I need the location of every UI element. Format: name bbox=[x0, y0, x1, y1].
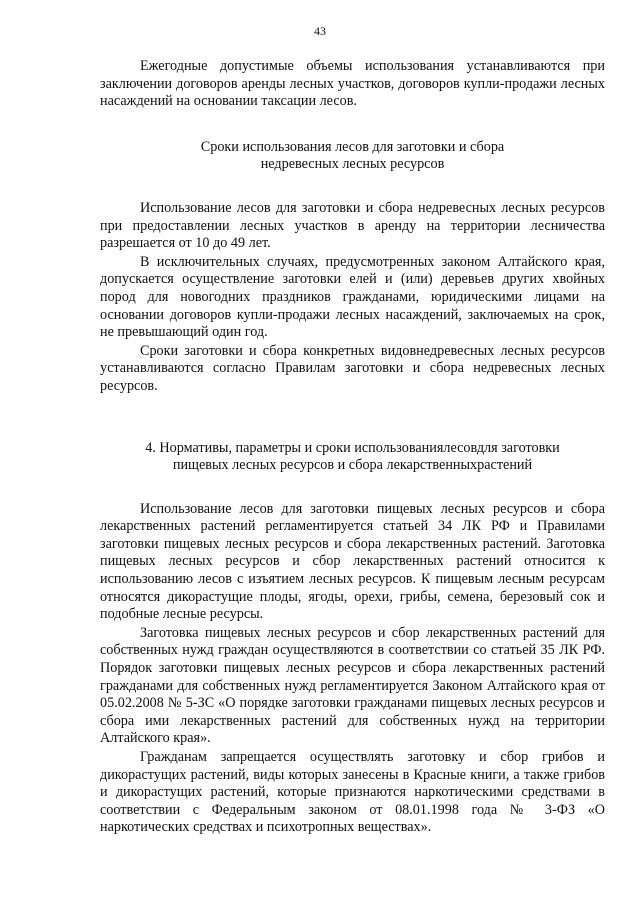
section-terms-heading bbox=[100, 139, 605, 174]
section-terms-paragraph-3: Сроки заготовки и сбора конкретных видовнедревесных лесных ресурсов устанавливаются согласно Правилам заготовки и сбора недревесных лесных ресурсов. bbox=[100, 342, 605, 394]
page-number: 43 bbox=[314, 24, 326, 38]
section-terms-heading-line2: недревесных лесных ресурсов bbox=[260, 156, 445, 173]
section-4-paragraph-2: Заготовка пищевых лесных ресурсов и сбор лекарственных растений для собственных нужд граждан осуществляются в соответствии со статьей 35 ЛК РФ. Порядок заготовки пищевых лесных ресурсов и сбора лекарственных растений гражданами для собственных нужд регламентируется Законом Алтайского края от 05.02.2008 № 5-ЗС «О порядке заготовки гражданами пищевых лесных ресурсов и сбора ими лекарственных растений для собственных нужд на территории Алтайского края». bbox=[100, 624, 605, 747]
section-terms-paragraph-1: Использование лесов для заготовки и сбора недревесных лесных ресурсов при предоставлении лесных участков в аренду на территории лесничества разрешается от 10 до 49 лет. bbox=[100, 199, 605, 252]
section-4-paragraph-1: Использование лесов для заготовки пищевых лесных ресурсов и сбора лекарственных растений регламентируется статьей 34 ЛК РФ и Правилами заготовки пищевых лесных ресурсов и сбора лекарственных растений. Заготовка пищевых лесных ресурсов и сбор лекарственных растений относится к использованию лесов с изъятием лесных ресурсов. К пищевым лесным ресурсам относятся дикорастущие плоды, ягоды, орехи, грибы, семена, березовый сок и подобные лесные ресурсы. bbox=[100, 500, 605, 623]
section-terms-paragraph-2: В исключительных случаях, предусмотренных законом Алтайского края, допускается осуществление заготовки елей и (или) деревьев других хвойных пород для новогодних праздников гражданами, юридическими лицами на основании договоров купли-продажи лесных насаждений, заключаемых на срок, не превышающий один год. bbox=[100, 253, 605, 341]
section-4-heading-line1: 4. Нормативы, параметры и сроки использованиялесовдля заготовки bbox=[145, 439, 560, 456]
section-4-heading-line2: пищевых лесных ресурсов и сбора лекарственныхрастений bbox=[172, 457, 533, 474]
page-content bbox=[100, 58, 605, 837]
section-terms-heading-line1: Сроки использования лесов для заготовки и сбора bbox=[200, 138, 505, 155]
section-4-heading bbox=[100, 440, 605, 475]
section-4-paragraph-3: Гражданам запрещается осуществлять заготовку и сбор грибов и дикорастущих растений, виды которых занесены в Красные книги, а также грибов и дикорастущих растений, которые признаются наркотическими средствами в соответствии с Федеральным законом от 08.01.1998 года № 3-ФЗ «О наркотических средствах и психотропных веществах». bbox=[100, 749, 605, 836]
intro-paragraph: Ежегодные допустимые объемы использования устанавливаются при заключении договоров аренды лесных участков, договоров купли-продажи лесных насаждений на основании таксации лесов. bbox=[100, 58, 605, 110]
